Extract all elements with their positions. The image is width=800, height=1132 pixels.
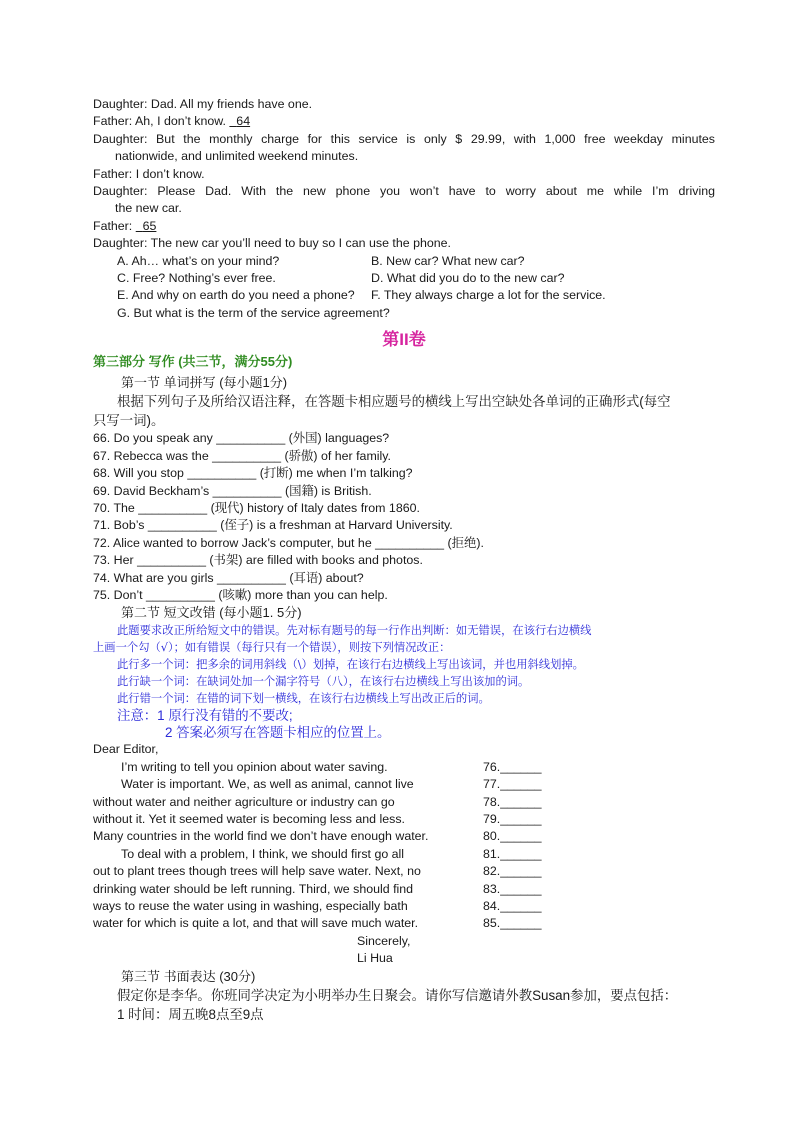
dialogue-line-3-cont: nationwide, and unlimited weekend minutes. bbox=[115, 149, 359, 164]
part3-title: 第三部分 写作 (共三节，满分55分) bbox=[93, 354, 293, 370]
error-line-82: out to plant trees though trees will help save water. Next, no 82.______ bbox=[93, 864, 542, 879]
line-text: Dad. All my friends have one. bbox=[150, 97, 313, 111]
dialogue-line-5-cont: the new car. bbox=[115, 201, 182, 216]
dialogue-line-1 bbox=[93, 96, 715, 113]
section2-title: 第二节 短文改错 (每小题1. 5分) bbox=[121, 605, 302, 621]
letter-salutation: Dear Editor, bbox=[93, 742, 159, 757]
spelling-items bbox=[93, 430, 715, 604]
section1-title: 第一节 单词拼写 (每小题1分) bbox=[121, 375, 288, 391]
speaker: Daughter: bbox=[93, 131, 148, 146]
error-line-83: drinking water should be left running. Third, we should find 83.______ bbox=[93, 881, 542, 896]
spelling-item-71: 71. Bob’s __________ (侄子) is a freshman at Harvard University. bbox=[93, 518, 453, 533]
speaker: Father: bbox=[93, 114, 133, 129]
spelling-item-67: 67. Rebecca was the __________ (骄傲) of her family. bbox=[93, 448, 391, 463]
error-line-84: ways to reuse the water using in washing, especially bath 84.______ bbox=[93, 899, 542, 913]
speaker: Daughter: bbox=[93, 236, 148, 251]
error-line-79: without it. Yet it seemed water is becoming less and less. 79.______ bbox=[93, 811, 542, 826]
line-text: Ah, I don’t know. bbox=[135, 114, 230, 129]
spelling-item-75: 75. Don’t __________ (咳嗽) more than you can help. bbox=[93, 587, 388, 602]
dialogue-line-2 bbox=[93, 113, 715, 130]
dialogue-line-3 bbox=[93, 131, 715, 148]
option-row: G. But what is the term of the service agreement? bbox=[117, 305, 390, 320]
dialogue-line-6 bbox=[93, 218, 715, 235]
letter-body bbox=[93, 759, 715, 933]
spelling-item-72: 72. Alice wanted to borrow Jack’s computer, but he __________ (拒绝). bbox=[93, 535, 484, 550]
dialogue-line-5 bbox=[93, 183, 715, 200]
section3-instructions: 假定你是李华。你班同学决定为小明举办生日聚会。请你写信邀请外教Susan参加，要点包括： bbox=[117, 987, 678, 1003]
exam-page bbox=[93, 96, 715, 1024]
dialogue-line-4 bbox=[93, 166, 715, 183]
note-line-2: 2 答案必须写在答题卡相应的位置上。 bbox=[165, 725, 391, 741]
volume-title: 第II卷 bbox=[382, 330, 426, 350]
spelling-item-73: 73. Her __________ (书架) are filled with books and photos. bbox=[93, 553, 423, 568]
answer-blank-65: 65 bbox=[142, 218, 157, 233]
spelling-item-74: 74. What are you girls __________ (耳语) about? bbox=[93, 570, 364, 585]
spelling-item-69: 69. David Beckham’s __________ (国籍) is British. bbox=[93, 483, 372, 498]
note-line-1: 注意：1 原行没有错的不要改; bbox=[117, 708, 293, 724]
error-line-78: without water and neither agriculture or industry can go 78.______ bbox=[93, 794, 542, 809]
line-text: The new car you’ll need to buy so I can use the phone. bbox=[150, 236, 451, 251]
speaker: Daughter: bbox=[93, 184, 148, 199]
speaker: Father: bbox=[93, 166, 133, 181]
option-row: E. And why on earth do you need a phone? F. They always charge a lot for the service. bbox=[117, 288, 606, 303]
speaker: Father: bbox=[93, 218, 133, 233]
option-row: A. Ah… what’s on your mind? B. New car? What new car? bbox=[117, 253, 525, 268]
error-line-77: Water is important. We, as well as animal, cannot live 77.______ bbox=[121, 777, 542, 792]
error-line-81: To deal with a problem, I think, we should first go all 81.______ bbox=[121, 846, 542, 861]
spelling-item-66: 66. Do you speak any __________ (外国) languages? bbox=[93, 431, 390, 446]
section1-instructions-cont: 只写一词)。 bbox=[93, 413, 165, 429]
dialogue bbox=[93, 96, 715, 253]
section3-point-1: 1 时间：周五晚8点至9点 bbox=[117, 1006, 264, 1022]
error-line-80: Many countries in the world find we don’t have enough water. 80.______ bbox=[93, 829, 542, 844]
section3-title: 第三节 书面表达 (30分) bbox=[121, 968, 256, 984]
line-text: But the monthly charge for this service is only $ 29.99, with 1,000 free weekday minutes bbox=[156, 131, 716, 146]
spelling-item-70: 70. The __________ (现代) history of Italy dates from 1860. bbox=[93, 500, 420, 515]
speaker: Daughter: bbox=[93, 97, 148, 111]
dialogue-line-7 bbox=[93, 235, 715, 252]
section2-instructions: 此题要求改正所给短文中的错误。先对标有题号的每一行作出判断：如无错误，在该行右边横线 上画一个勾（√）；如有错误（每行只有一个错误），则按下列情况改正： 此行多一个词：把多余的词用斜线（\）划掉，在该行右边横线上写出该词，并也用斜线划掉。 此行缺一个词：在缺词处加一个漏字符号（八），在该行右边横线上写出该加的词。 此行错一个词：在错的词下划一横线，在该行右边横线上写出改正后的词。 bbox=[93, 624, 592, 706]
options bbox=[93, 253, 715, 323]
line-text: Please Dad. With the new phone you won’t have to worry about me while I’m driving bbox=[157, 184, 715, 199]
section1-instructions: 根据下列句子及所给汉语注释，在答题卡相应题号的横线上写出空缺处各单词的正确形式(每空 bbox=[117, 394, 671, 410]
answer-blank-64: 64 bbox=[236, 114, 251, 129]
error-line-85: water for which is quite a lot, and that will save much water. 85.______ bbox=[93, 916, 542, 931]
option-row: C. Free? Nothing’s ever free. D. What did you do to the new car? bbox=[117, 271, 565, 286]
letter-signature: Li Hua bbox=[357, 951, 393, 966]
line-text: I don’t know. bbox=[135, 166, 205, 181]
error-line-76: I’m writing to tell you opinion about water saving. 76.______ bbox=[121, 759, 542, 774]
letter-closing: Sincerely, bbox=[357, 933, 411, 948]
spelling-item-68: 68. Will you stop __________ (打断) me when I’m talking? bbox=[93, 466, 413, 481]
